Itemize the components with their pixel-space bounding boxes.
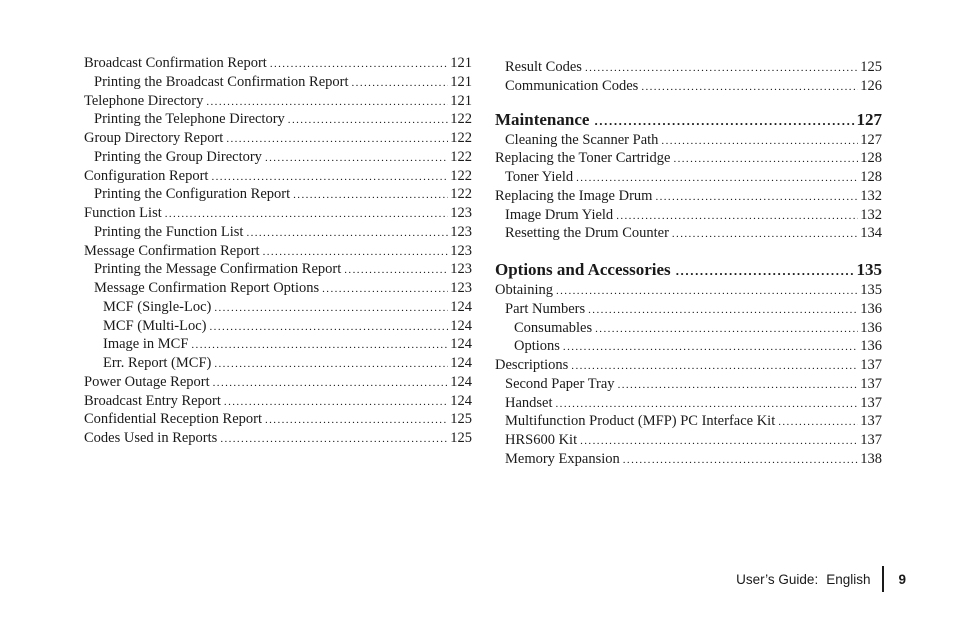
toc-entry[interactable] [495,431,882,450]
toc-entry-title: Descriptions [495,357,569,373]
toc-entry-title: Printing the Group Directory [94,148,262,165]
toc-entry[interactable] [495,224,882,243]
toc-entry[interactable] [84,92,472,111]
toc-entry-title: Configuration Report [84,167,209,184]
toc-entry-page: 126 [860,77,882,94]
heading-page: 135 [856,260,882,279]
toc-entry[interactable] [495,375,882,394]
toc-entry[interactable] [84,260,472,279]
toc-entry-page: 134 [860,225,882,242]
toc-entry-title: Err. Report (MCF) [103,355,212,371]
toc-entry[interactable] [495,356,882,375]
toc-entry-page: 128 [860,150,882,167]
toc-entry[interactable] [84,167,472,186]
toc-entry-title: Obtaining [495,282,553,298]
guide-label: User’s Guide: [736,571,819,587]
toc-entry-page: 125 [450,411,472,428]
toc-entry[interactable] [84,223,472,242]
toc-entry-page: 137 [860,357,882,373]
toc-entry[interactable] [495,77,882,96]
dot-leader [778,413,858,432]
toc-entry-page: 135 [860,282,882,298]
toc-entry-title: Memory Expansion [505,450,620,467]
dot-leader [616,207,858,226]
toc-entry-page: 125 [860,59,882,75]
toc-entry-title: MCF (Multi-Loc) [103,317,207,334]
toc-entry-page: 128 [860,169,882,185]
toc-entry[interactable] [495,450,882,469]
dot-leader [270,55,448,74]
dot-leader [595,320,858,339]
toc-entry-page: 124 [450,355,472,371]
dot-leader [224,393,448,412]
dot-leader [352,74,449,93]
toc-entry-title: Printing the Configuration Report [94,186,291,203]
options-heading[interactable] [495,259,882,281]
toc-entry[interactable] [84,335,472,354]
dot-leader [288,111,448,130]
toc-entry[interactable] [84,279,472,298]
toc-entry-page: 127 [860,131,882,148]
toc-entry-page: 136 [860,300,882,317]
toc-entry-title: Toner Yield [505,169,574,185]
toc-entry[interactable] [495,206,882,225]
heading-page: 127 [856,109,882,129]
dot-leader [563,338,858,357]
dot-leader [293,186,448,205]
dot-leader [206,93,448,112]
toc-entry-page: 137 [860,413,882,430]
dot-leader [211,168,448,187]
toc-entry-title: Group Directory Report [84,130,224,146]
toc-entry-page: 136 [860,338,882,355]
toc-entry[interactable] [84,298,472,317]
toc-entry-page: 122 [450,167,472,184]
toc-entry-title: Printing the Function List [94,223,244,240]
toc-entry-title: Multifunction Product (MFP) PC Interface Kit [505,413,776,430]
dot-leader [214,299,448,318]
toc-entry-page: 121 [450,92,472,109]
toc-entry[interactable] [495,394,882,413]
toc-entry-title: Printing the Telephone Directory [94,111,285,128]
toc-entry-title: Broadcast Entry Report [84,392,221,409]
toc-entry-page: 122 [450,186,472,203]
toc-entry[interactable] [84,185,472,204]
toc-entry-title: Communication Codes [505,77,639,94]
dot-leader [246,224,448,243]
dot-leader [263,243,449,262]
toc-entry[interactable] [84,317,472,336]
toc-entry-page: 137 [860,432,882,448]
toc-entry-title: Replacing the Toner Cartridge [495,150,671,167]
toc-entry-page: 124 [450,317,472,334]
toc-entry-page: 138 [860,450,882,467]
toc-entry-page: 122 [450,111,472,128]
toc-entry-page: 124 [450,392,472,409]
dot-leader [214,355,448,374]
toc-entry-title: Resetting the Drum Counter [505,225,669,242]
toc-entry[interactable] [84,354,472,373]
toc-entry-page: 136 [860,319,882,336]
toc-entry-title: Result Codes [505,59,582,75]
toc-entry-title: Confidential Reception Report [84,411,262,428]
language-label: English [826,571,871,587]
dot-leader [556,395,859,414]
maintenance-heading[interactable] [495,109,882,131]
toc-entry[interactable] [495,149,882,168]
toc-entry-page: 137 [860,375,882,392]
toc-entry-title: Message Confirmation Report [84,242,260,259]
dot-leader [226,130,448,149]
toc-entry-title: Options [514,338,560,355]
toc-entry[interactable] [495,168,882,187]
toc-entry-title: Power Outage Report [84,373,210,390]
toc-entry[interactable] [84,204,472,223]
dot-leader [556,282,858,301]
dot-leader [191,336,448,355]
dot-leader [672,225,858,244]
page-number: 9 [898,571,906,587]
toc-entry-title: Cleaning the Scanner Path [505,131,659,148]
dot-leader [576,169,858,188]
dot-leader [344,261,448,280]
dot-leader [641,78,858,97]
dot-leader [213,374,449,393]
dot-leader [585,59,858,78]
toc-entry-page: 122 [450,130,472,146]
heading-title: Maintenance [495,109,590,129]
toc-entry-title: Image Drum Yield [505,206,614,223]
toc-entry[interactable] [495,281,882,300]
toc-entry[interactable] [84,73,472,92]
toc-entry[interactable] [495,187,882,206]
dot-leader [322,280,448,299]
maintenance-entries [495,131,882,244]
toc-entry-title: HRS600 Kit [505,432,578,448]
dot-leader [210,318,449,337]
dot-leader [220,430,448,449]
dot-leader [618,376,859,395]
toc-entry-title: Function List [84,205,162,221]
dot-leader [165,205,449,224]
toc-entry[interactable] [495,337,882,356]
toc-continued-entries [495,58,882,96]
toc-entry[interactable] [84,129,472,148]
dot-leader [571,357,858,376]
toc-entry-page: 124 [450,298,472,315]
dot-leader [588,301,858,320]
toc-entry-page: 123 [450,261,472,278]
toc-entry[interactable] [84,242,472,261]
toc-entry-page: 123 [450,223,472,240]
toc-entry-title: Part Numbers [505,300,586,317]
toc-entry[interactable] [84,54,472,73]
toc-entry[interactable] [495,300,882,319]
toc-entry[interactable] [84,373,472,392]
heading-title: Options and Accessories [495,260,671,279]
toc-entry-page: 124 [450,336,472,353]
dot-leader [594,110,854,132]
toc-entry-title: Codes Used in Reports [84,430,218,446]
toc-entry-title: Printing the Broadcast Confirmation Report [94,73,349,90]
toc-entry-title: Broadcast Confirmation Report [84,55,267,71]
toc-entry-title: Second Paper Tray [505,375,615,392]
dot-leader [661,132,858,151]
maintenance-section [495,109,882,244]
toc-entry-page: 123 [450,205,472,221]
dot-leader [673,150,858,169]
dot-leader [655,188,858,207]
toc-entry[interactable] [84,429,472,448]
toc-entry[interactable] [495,131,882,150]
toc-entry[interactable] [495,412,882,431]
toc-entry-title: Printing the Message Confirmation Report [94,261,342,278]
toc-entry-page: 132 [860,206,882,223]
toc-entry-title: MCF (Single-Loc) [103,298,212,315]
toc-entry-title: Image in MCF [103,336,189,353]
toc-entry-title: Replacing the Image Drum [495,187,653,204]
toc-entry-title: Handset [505,394,553,411]
toc-entry[interactable] [84,392,472,411]
toc-entry-page: 123 [450,280,472,296]
page-footer [736,566,906,592]
toc-entry-page: 125 [450,430,472,446]
dot-leader [623,451,858,470]
toc-entry-title: Message Confirmation Report Options [94,280,320,296]
dot-leader [265,149,448,168]
options-entries [495,281,882,469]
toc-entry-page: 121 [450,55,472,71]
toc-entry[interactable] [84,148,472,167]
dot-leader [676,260,855,282]
footer-divider [882,566,884,592]
toc-entry-page: 123 [450,242,472,259]
toc-entry-page: 137 [860,394,882,411]
toc-right-column [495,58,882,469]
toc-left-column [84,54,472,448]
toc-entry-title: Consumables [514,319,593,336]
toc-entry[interactable] [495,58,882,77]
dot-leader [580,432,858,451]
toc-entry-title: Telephone Directory [84,92,204,109]
toc-entry-page: 122 [450,148,472,165]
options-section [495,259,882,469]
dot-leader [265,411,448,430]
toc-entry-page: 132 [860,187,882,204]
toc-entry[interactable] [84,110,472,129]
toc-entry[interactable] [84,410,472,429]
toc-entry[interactable] [495,319,882,338]
toc-entry-page: 121 [450,73,472,90]
toc-entry-page: 124 [450,373,472,390]
